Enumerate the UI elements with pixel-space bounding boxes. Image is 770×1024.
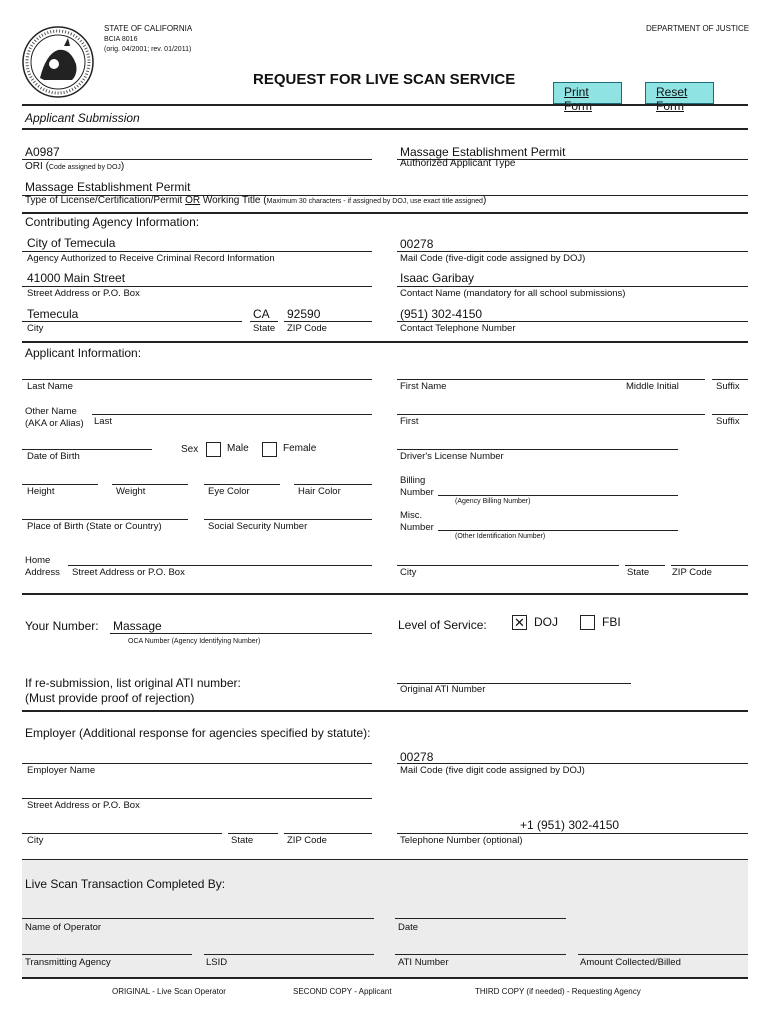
- suffix-label: Suffix: [716, 381, 740, 392]
- home-label: Home: [25, 555, 51, 566]
- home-city-label: City: [400, 567, 417, 578]
- agency-label: Agency Authorized to Receive Criminal Record Information: [27, 253, 275, 264]
- footer-original: ORIGINAL - Live Scan Operator: [112, 987, 226, 996]
- first-name-label: First Name: [400, 381, 447, 392]
- male-label: Male: [227, 443, 249, 454]
- home-zip-label: ZIP Code: [672, 567, 712, 578]
- misc-sub-label: (Other Identification Number): [455, 533, 546, 540]
- other-name-label: Other Name: [25, 406, 77, 417]
- amount-label: Amount Collected/Billed: [580, 957, 681, 968]
- oca-number-label: OCA Number (Agency Identifying Number): [128, 638, 261, 645]
- date-label: Date: [398, 922, 419, 933]
- fbi-label: FBI: [602, 615, 621, 629]
- ati-number-label: ATI Number: [398, 957, 449, 968]
- zip-label: ZIP Code: [287, 323, 327, 334]
- billing-sub-label: (Agency Billing Number): [455, 498, 531, 505]
- home-address-label: Address: [25, 567, 60, 578]
- resubmission-line2: (Must provide proof of rejection): [25, 691, 195, 705]
- ori-label: ORI (Code assigned by DOJ): [25, 161, 125, 172]
- middle-initial-label: Middle Initial: [626, 381, 679, 392]
- misc-label: Misc.: [400, 510, 423, 521]
- eye-color-label: Eye Color: [208, 486, 250, 497]
- female-checkbox[interactable]: [262, 442, 277, 457]
- sex-label: Sex: [181, 444, 199, 455]
- level-of-service-label: Level of Service:: [398, 618, 487, 632]
- home-street-label: Street Address or P.O. Box: [72, 567, 185, 578]
- your-number-value[interactable]: Massage: [113, 619, 162, 633]
- aka-last-label: Last: [94, 416, 112, 427]
- operator-label: Name of Operator: [25, 922, 102, 933]
- state-label: State: [253, 323, 276, 334]
- aka-first-label: First: [400, 416, 419, 427]
- reset-form-button[interactable]: Reset Form: [645, 82, 714, 104]
- female-label: Female: [283, 443, 317, 454]
- drivers-license-label: Driver's License Number: [400, 451, 504, 462]
- dob-label: Date of Birth: [27, 451, 80, 462]
- employer-state-label: State: [231, 835, 254, 846]
- employer-zip-label: ZIP Code: [287, 835, 327, 846]
- header-department: DEPARTMENT OF JUSTICE: [646, 24, 750, 33]
- header-revision: (orig. 04/2001; rev. 01/2011): [104, 46, 192, 53]
- live-scan-heading: Live Scan Transaction Completed By:: [25, 877, 226, 891]
- license-type-label: Type of License/Certification/Permit OR Working Title (Maximum 30 characters - if assigned by DOJ, use exact title assigned): [25, 195, 487, 206]
- header-state: STATE OF CALIFORNIA: [104, 24, 193, 33]
- footer-third-copy: THIRD COPY (if needed) - Requesting Agency: [475, 987, 641, 996]
- license-type-value[interactable]: Massage Establishment Permit: [25, 180, 191, 194]
- aka-suffix-label: Suffix: [716, 416, 740, 427]
- employer-mail-code-value[interactable]: 00278: [400, 750, 434, 764]
- contributing-heading: Contributing Agency Information:: [25, 215, 200, 229]
- weight-label: Weight: [116, 486, 146, 497]
- billing-label: Billing: [400, 475, 426, 486]
- agency-value[interactable]: City of Temecula: [27, 236, 116, 250]
- contact-phone-value[interactable]: (951) 302-4150: [400, 307, 483, 321]
- applicant-type-value[interactable]: Massage Establishment Permit: [400, 145, 566, 159]
- header-form-id: BCIA 8016: [104, 36, 138, 43]
- zip-value[interactable]: 92590: [287, 307, 321, 321]
- state-value[interactable]: CA: [253, 307, 270, 321]
- height-label: Height: [27, 486, 55, 497]
- resubmission-line1: If re-submission, list original ATI number:: [25, 676, 241, 690]
- ssn-label: Social Security Number: [208, 521, 308, 532]
- footer-second-copy: SECOND COPY - Applicant: [293, 987, 392, 996]
- applicant-heading: Applicant Information:: [25, 346, 142, 360]
- street-value[interactable]: 41000 Main Street: [27, 271, 126, 285]
- street-label: Street Address or P.O. Box: [27, 288, 140, 299]
- employer-name-label: Employer Name: [27, 765, 96, 776]
- transmitting-agency-label: Transmitting Agency: [25, 957, 111, 968]
- employer-phone-value[interactable]: +1 (951) 302-4150: [520, 818, 620, 832]
- applicant-type-label: Authorized Applicant Type: [400, 158, 516, 169]
- your-number-label: Your Number:: [25, 619, 99, 633]
- print-form-button[interactable]: Print Form: [553, 82, 622, 104]
- last-name-label: Last Name: [27, 381, 73, 392]
- fbi-checkbox[interactable]: [580, 615, 595, 630]
- male-checkbox[interactable]: [206, 442, 221, 457]
- aka-label: (AKA or Alias): [25, 418, 84, 429]
- misc-number-label: Number: [400, 522, 434, 533]
- original-ati-label: Original ATI Number: [400, 684, 486, 695]
- mail-code-label: Mail Code (five-digit code assigned by DOJ): [400, 253, 586, 264]
- contact-phone-label: Contact Telephone Number: [400, 323, 516, 334]
- ori-value[interactable]: A0987: [25, 145, 60, 159]
- employer-heading: Employer (Additional response for agencies specified by statute):: [25, 726, 371, 740]
- billing-number-label: Number: [400, 487, 434, 498]
- contact-name-label: Contact Name (mandatory for all school submissions): [400, 288, 626, 299]
- employer-street-label: Street Address or P.O. Box: [27, 800, 140, 811]
- section-applicant-submission: Applicant Submission: [25, 111, 140, 125]
- doj-label: DOJ: [534, 615, 558, 629]
- mail-code-value[interactable]: 00278: [400, 237, 434, 251]
- city-label: City: [27, 323, 44, 334]
- employer-mail-code-label: Mail Code (five digit code assigned by DOJ): [400, 765, 585, 776]
- state-seal-icon: [20, 24, 96, 100]
- employer-phone-label: Telephone Number (optional): [400, 835, 523, 846]
- page-title: REQUEST FOR LIVE SCAN SERVICE: [253, 71, 516, 88]
- employer-city-label: City: [27, 835, 44, 846]
- lsid-label: LSID: [206, 957, 228, 968]
- doj-checkbox[interactable]: ✕: [512, 615, 527, 630]
- pob-label: Place of Birth (State or Country): [27, 521, 162, 532]
- contact-name-value[interactable]: Isaac Garibay: [400, 271, 475, 285]
- city-value[interactable]: Temecula: [27, 307, 79, 321]
- hair-color-label: Hair Color: [298, 486, 341, 497]
- home-state-label: State: [627, 567, 650, 578]
